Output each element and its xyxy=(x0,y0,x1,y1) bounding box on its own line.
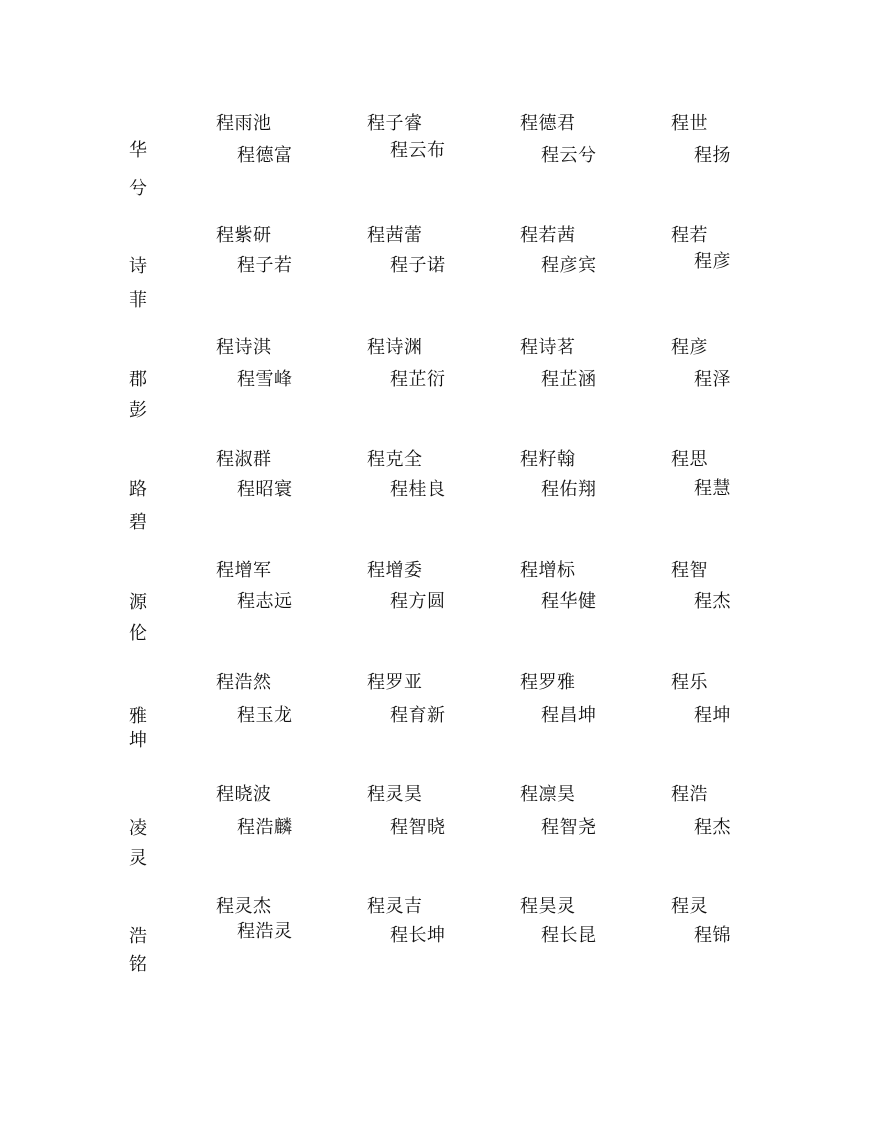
name-cell: 程彦宾 xyxy=(541,255,597,276)
side-char: 菲 xyxy=(129,290,148,311)
name-cell: 程灵吉 xyxy=(367,896,423,917)
name-cell: 程灵杰 xyxy=(216,896,272,917)
name-cell: 程浩灵 xyxy=(237,921,293,942)
side-char: 凌 xyxy=(129,818,148,839)
name-cell: 程智晓 xyxy=(390,817,446,838)
name-group xyxy=(0,449,886,561)
name-cell: 程昊灵 xyxy=(520,896,576,917)
name-cell: 程锦 xyxy=(694,925,731,946)
name-cell: 程佑翔 xyxy=(541,479,597,500)
name-cell: 程紫研 xyxy=(216,225,272,246)
name-cell: 程玉龙 xyxy=(237,705,293,726)
side-char: 铭 xyxy=(129,954,148,975)
name-cell: 程华健 xyxy=(541,591,597,612)
name-cell: 程子诺 xyxy=(390,255,446,276)
name-cell: 程若茜 xyxy=(520,225,576,246)
name-group xyxy=(0,896,886,1008)
name-cell: 程长坤 xyxy=(390,925,446,946)
name-cell: 程思 xyxy=(671,449,708,470)
name-cell: 程诗渊 xyxy=(367,337,423,358)
name-cell: 程凛昊 xyxy=(520,784,576,805)
side-char: 郡 xyxy=(129,369,148,390)
name-cell: 程增军 xyxy=(216,560,272,581)
name-cell: 程增标 xyxy=(520,560,576,581)
name-cell: 程坤 xyxy=(694,705,731,726)
name-cell: 程杰 xyxy=(694,817,731,838)
name-cell: 程子若 xyxy=(237,255,293,276)
name-cell: 程芷衍 xyxy=(390,369,446,390)
name-cell: 程桂良 xyxy=(390,479,446,500)
name-cell: 程杰 xyxy=(694,591,731,612)
name-cell: 程浩 xyxy=(671,784,708,805)
name-cell: 程昌坤 xyxy=(541,705,597,726)
name-cell: 程泽 xyxy=(694,369,731,390)
name-cell: 程志远 xyxy=(237,591,293,612)
name-cell: 程雪峰 xyxy=(237,369,293,390)
name-cell: 程乐 xyxy=(671,672,708,693)
name-cell: 程浩麟 xyxy=(237,817,293,838)
name-cell: 程彦 xyxy=(671,337,708,358)
name-cell: 程智尧 xyxy=(541,817,597,838)
name-cell: 程罗雅 xyxy=(520,672,576,693)
name-cell: 程晓波 xyxy=(216,784,272,805)
name-cell: 程彦 xyxy=(694,251,731,272)
name-cell: 程诗茗 xyxy=(520,337,576,358)
side-char: 碧 xyxy=(129,512,148,533)
name-cell: 程扬 xyxy=(694,145,731,166)
name-cell: 程方圆 xyxy=(390,591,446,612)
name-cell: 程云布 xyxy=(390,140,446,161)
side-char: 浩 xyxy=(129,926,148,947)
name-cell: 程浩然 xyxy=(216,672,272,693)
name-group xyxy=(0,337,886,449)
name-cell: 程罗亚 xyxy=(367,672,423,693)
name-cell: 程育新 xyxy=(390,705,446,726)
name-group xyxy=(0,560,886,672)
side-char: 路 xyxy=(129,479,148,500)
name-cell: 程籽翰 xyxy=(520,449,576,470)
side-char: 诗 xyxy=(129,256,148,277)
name-cell: 程灵昊 xyxy=(367,784,423,805)
side-char: 雅 xyxy=(129,706,148,727)
name-cell: 程雨池 xyxy=(216,113,272,134)
name-group xyxy=(0,113,886,225)
name-cell: 程增委 xyxy=(367,560,423,581)
name-cell: 程慧 xyxy=(694,478,731,499)
name-cell: 程云兮 xyxy=(541,145,597,166)
name-cell: 程淑群 xyxy=(216,449,272,470)
name-cell: 程德富 xyxy=(237,145,293,166)
side-char: 灵 xyxy=(129,848,148,869)
side-char: 源 xyxy=(129,592,148,613)
name-group xyxy=(0,672,886,784)
name-cell: 程智 xyxy=(671,560,708,581)
name-cell: 程德君 xyxy=(520,113,576,134)
name-cell: 程世 xyxy=(671,113,708,134)
side-char: 坤 xyxy=(129,730,148,751)
name-cell: 程茜蕾 xyxy=(367,225,423,246)
side-char: 伦 xyxy=(129,623,148,644)
name-group xyxy=(0,225,886,337)
name-group xyxy=(0,784,886,896)
name-cell: 程诗淇 xyxy=(216,337,272,358)
name-cell: 程若 xyxy=(671,225,708,246)
name-cell: 程芷涵 xyxy=(541,369,597,390)
name-cell: 程克全 xyxy=(367,449,423,470)
name-cell: 程子睿 xyxy=(367,113,423,134)
name-cell: 程长昆 xyxy=(541,925,597,946)
name-cell: 程灵 xyxy=(671,896,708,917)
side-char: 兮 xyxy=(129,178,148,199)
side-char: 彭 xyxy=(129,400,148,421)
side-char: 华 xyxy=(129,140,148,161)
name-cell: 程昭寰 xyxy=(237,479,293,500)
